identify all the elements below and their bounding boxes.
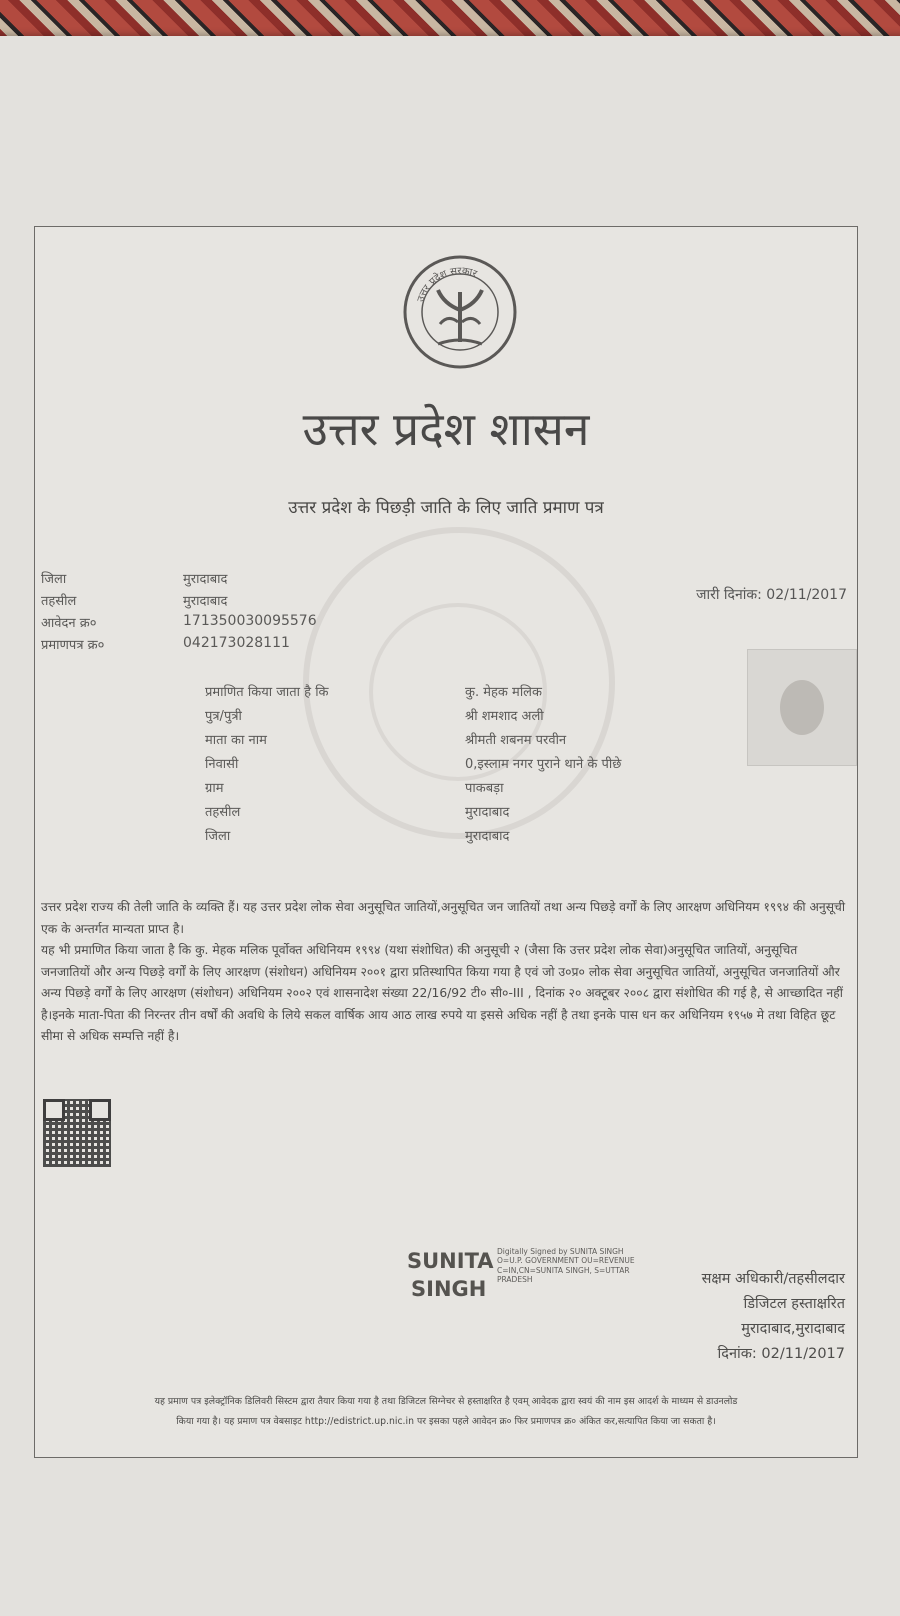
officer-block: [635, 1267, 845, 1367]
field-label: प्रमाणित किया जाता है कि: [205, 685, 329, 700]
meta-value: मुरादाबाद: [183, 594, 228, 609]
field-value: कु. मेहक मलिक: [465, 685, 542, 700]
field-row: [205, 682, 725, 702]
emblem-text: उत्तर प्रदेश सरकार: [415, 265, 479, 304]
field-row: [205, 826, 725, 846]
issue-date: जारी दिनांक: 02/11/2017: [696, 587, 847, 603]
meta-value: 042173028111: [183, 635, 290, 651]
meta-label: तहसील: [41, 594, 77, 609]
paper-sheet: [0, 36, 900, 1616]
meta-value: 171350030095576: [183, 613, 317, 629]
qr-code: [43, 1099, 111, 1167]
field-row: [205, 802, 725, 822]
signer-name-line2: SINGH: [411, 1277, 487, 1301]
footer-line: यह प्रमाण पत्र इलेक्ट्रॉनिक डिलिवरी सिस्टम द्वारा तैयार किया गया है तथा डिजिटल सिग्नेचर से हस्ताक्षरित है एवम् आवेदक द्वारा स्वयं की नाम इस आदर्श के माध्यम से डाउनलोड: [154, 1396, 738, 1407]
field-value: मुरादाबाद: [465, 805, 510, 820]
applicant-photo: [747, 649, 857, 766]
body-paragraph: यह भी प्रमाणित किया जाता है कि कु. मेहक मलिक पूर्वोक्त अधिनियम १९९४ (यथा संशोधित) की अनुसूची २ (जैसा कि उत्तर प्रदेश लोक सेवा)अनुसूचित जातियों, अनुसूचित जनजातियों और अन्य पिछड़े वर्गों के लिए आरक्षण (संशोधन) अधिनियम २००१ द्वारा प्रतिस्थापित किया गया है एवं जो उ०प्र० लोक सेवा अनुसूचित जातियों, अनुसूचित जनजातियों और अन्य पिछड़े वर्गों के लिए आरक्षण (संशोधन) अधिनियम २००२ एवं शासनादेश संख्या 22/16/92 टी० सी०-III , दिनांक २० अक्टूबर २००८ द्वारा संशोधित की गई है, से आच्छादित नहीं है।इनके माता-पिता की निरन्तर तीन वर्षों की अवधि के लिये सकल वार्षिक आय आठ लाख रुपये या इससे अधिक नहीं है तथा इनके पास धन कर अधिनियम १९५७ मे तथा विहित छूट सीमा से अधिक सम्पत्ति नहीं है।: [41, 943, 843, 1043]
field-value: 0,इस्लाम नगर पुराने थाने के पीछे: [465, 757, 622, 772]
officer-place: मुरादाबाद,मुरादाबाद: [741, 1321, 845, 1337]
field-row: [205, 778, 725, 798]
meta-label: आवेदन क्र०: [41, 616, 97, 631]
digital-signature-block: [407, 1247, 637, 1323]
field-value: पाकबड़ा: [465, 781, 504, 796]
field-value: मुरादाबाद: [465, 829, 510, 844]
certificate-title: उत्तर प्रदेश शासन: [302, 402, 590, 456]
up-government-emblem-icon: [400, 252, 520, 372]
field-row: [205, 706, 725, 726]
field-label: जिला: [205, 829, 231, 844]
caste-certificate: [34, 226, 858, 1458]
field-row: [205, 730, 725, 750]
certificate-subtitle: उत्तर प्रदेश के पिछड़ी जाति के लिए जाति प्रमाण पत्र: [288, 498, 604, 518]
meta-label: प्रमाणपत्र क्र०: [41, 638, 105, 653]
officer-designation: सक्षम अधिकारी/तहसीलदार: [701, 1271, 845, 1287]
body-paragraph: उत्तर प्रदेश राज्य की तेली जाति के व्यक्ति हैं। यह उत्तर प्रदेश लोक सेवा अनुसूचित जातियों,अनुसूचित जन जातियों तथा अन्य पिछड़े वर्गों के लिए आरक्षण अधिनियम १९९४ की अनुसूची एक के अन्तर्गत मान्यता प्राप्त है।: [41, 900, 846, 936]
field-label: तहसील: [205, 805, 241, 820]
certificate-body: [41, 897, 849, 1048]
field-value: श्री शमशाद अली: [465, 709, 544, 724]
field-label: निवासी: [205, 757, 239, 772]
meta-value: मुरादाबाद: [183, 572, 228, 587]
meta-label: जिला: [41, 572, 67, 587]
field-label: माता का नाम: [205, 733, 267, 748]
field-label: पुत्र/पुत्री: [205, 709, 242, 724]
signature-type: डिजिटल हस्ताक्षरित: [743, 1296, 845, 1312]
signature-details: Digitally Signed by SUNITA SINGH O=U.P. GOVERNMENT OU=REVENUE C=IN,CN=SUNITA SINGH, S=UTTAR PRADESH: [497, 1247, 635, 1284]
signer-name-line1: SUNITA: [407, 1249, 494, 1273]
field-label: ग्राम: [205, 781, 224, 796]
signature-date: दिनांक: 02/11/2017: [717, 1346, 845, 1362]
field-row: [205, 754, 725, 774]
footer-note: [35, 1392, 857, 1432]
footer-line: किया गया है। यह प्रमाण पत्र वेबसाइट http://edistrict.up.nic.in पर इसका पहले आवेदन क्र० फिर प्रमाणपत्र क्र० अंकित कर,सत्यापित किया जा सकता है।: [176, 1416, 716, 1427]
field-value: श्रीमती शबनम परवीन: [465, 733, 567, 748]
